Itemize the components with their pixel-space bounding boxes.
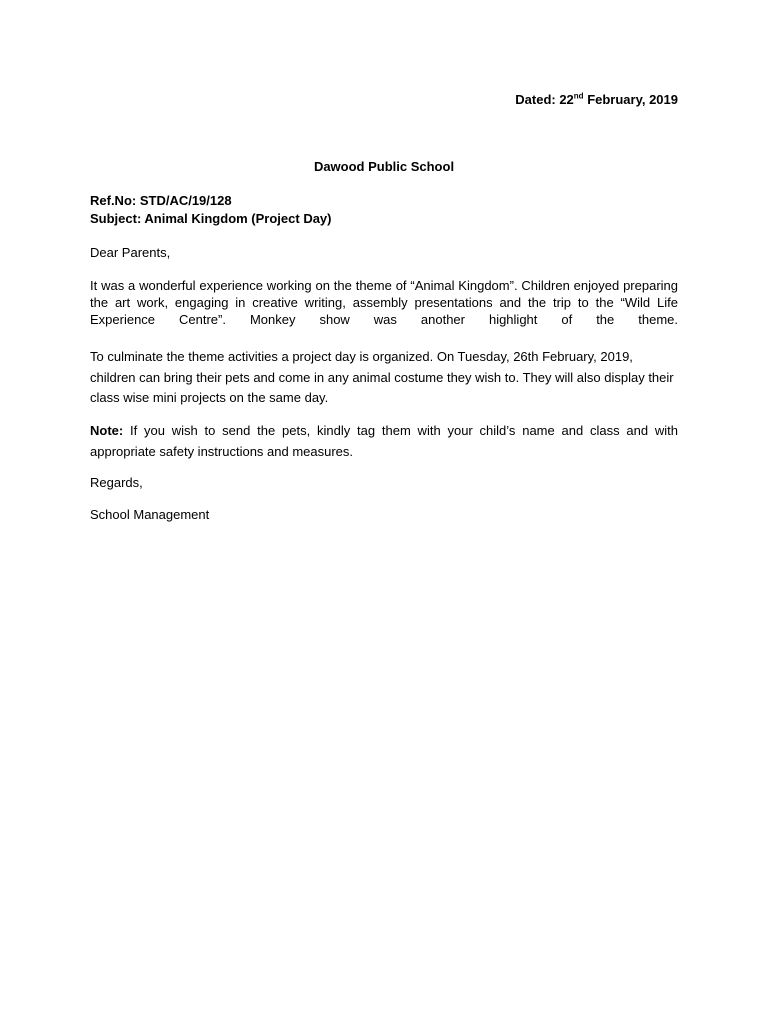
note-text: If you wish to send the pets, kindly tag them with your child’s name and class and with appropriate safety instructions and measures. [90,423,678,459]
reference-number: Ref.No: STD/AC/19/128 [90,193,232,208]
body-paragraph-2: To culminate the theme activities a project day is organized. On Tuesday, 26th February, 2019, children can bring their pets and come in any animal costume they wish to. They will also display their class wise mini projects on the same day. [90,349,674,405]
body-paragraph-1: It was a wonderful experience working on the theme of “Animal Kingdom”. Children enjoyed preparing the art work, engaging in creative writing, assembly presentations and the trip to the “Wild Life Experience Centre”. Monkey show was another highlight of the theme. [90,278,678,327]
signature: School Management [90,507,210,522]
letter-date [515,92,678,107]
date-rest: February, 2019 [583,92,678,107]
letter-subject: Subject: Animal Kingdom (Project Day) [90,211,332,226]
school-name: Dawood Public School [313,159,455,174]
note-label: Note: [90,423,124,438]
salutation: Dear Parents, [90,245,171,260]
date-ordinal-suffix: nd [573,91,584,101]
note-paragraph [90,420,678,462]
closing: Regards, [90,475,143,490]
date-prefix: Dated: 22 [515,92,574,107]
